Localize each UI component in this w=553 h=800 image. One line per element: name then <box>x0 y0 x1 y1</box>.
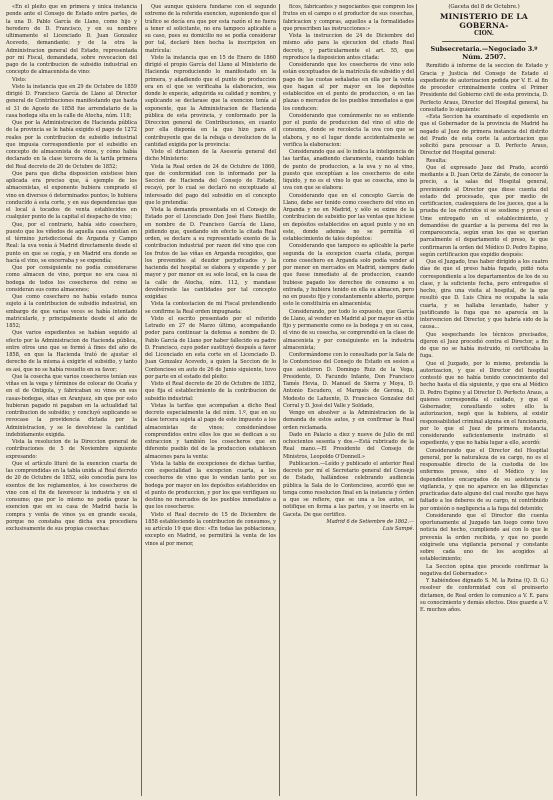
paragraph: Vista la resolucion de la Direccion general de contribuciones de 5 de Noviembre siguiente expresando: <box>6 439 137 460</box>
paragraph: Dado en Palacio a diez y nueve de Julio de mil ochocientos sesenta y dos.—Está rubricado de la Real mano.—El Presidente del Consejo de Ministros, Leopoldo O'Donnell.» <box>283 431 414 460</box>
order-number: Núm. 2507. <box>462 53 506 62</box>
paragraph: Que como cosechero no había estado nunca sujeto á la contribucion de subsidio industrial, sin embargo de que varias veces se había intentado matricularle, y principalmente desde el año de 1852; <box>6 294 137 329</box>
paragraph: Que, por el contrario, había sido cosechero, puesto que los viñedos de aquella casa existían en el término jurisdiccional de Arganda y Campo Real: la uva venía á Madrid directamente desde el punto en que se cogía, y en Madrid era donde se hacía el vino, se encerraba y se expendía; <box>6 221 137 264</box>
paragraph: Visto el escrito presentado por el referido Letrado en 27 de Marzo último, acompañando poder para continuar la defensa a nombre de D. Pablo García de Llano por haber fallecido su padre D. Francisco, cuyo poder sustituyó después a favor del Licenciado en esta corte en el Licenciado D. Juan Gonzalez Acevedo, a quien la Seccion de lo Contencioso en auto de 26 de Junio siguiente, tuvo por parte en el estado del pleito: <box>145 315 276 380</box>
text-column-3 <box>283 4 414 796</box>
paragraph: Vista la contestacion de mi Fiscal pretendiendo se confirme la Real orden impugnada: <box>145 301 276 315</box>
ministry-heading: MINISTERIO DE LA GOBERNA- <box>440 12 528 30</box>
paragraph: Vista la Real orden de 24 de Octubre de 1860, que de conformidad con lo informado por la Seccion de Hacienda del Consejo de Estado, recayó, por lo cual se declaró no exceptuado al interesado del pago del subsidio en el concepto que lo pretendía: <box>145 163 276 206</box>
paragraph: Remitido á informe de la seccion de Estado y Gracia y Justicia del Consejo de Estado el expediente de autorizacion pedida por V. E. al fin de proceder criminalmente contra el Primer Presidente del Gobierno civil de esta provincia, D. Perfecto Araus, Director del Hospital general, ha consultado lo siguiente: <box>420 63 548 113</box>
paragraph: Que aunque quisiera fundarse con el segundo extremo de la referida exencion, suponiendo que el tráfico se decía era que por esta razón el no fuera a tener el solicitante, no era tampoco aplicable a su caso, pues su domicilio no se podía considerar por tal, declaró bien hecha la inscripcion en matrícula: <box>145 4 276 54</box>
column-divider <box>141 4 142 796</box>
paragraph: Considerando que el Director del Hospital general, por la naturaleza de su cargo, no es el responsable directo de la custodia de los enfermos presos, sino el Médico y los dependientes encargados de su asistencia y vigilancia, y que no aparece en las diligencias practicadas dato alguno del cual resulte que haya faltado a los deberes de su cargo, ni contribuido por omisión o negligencia a la fuga del detenido; <box>420 447 548 512</box>
paragraph: Considerando que en el concepto García de Llano, debe ser tenido como cosechero del vino en Arganda y no en Madrid, y sólo se exime de la contribucion de subsidio por las ventas que hiciese en depósitos establecidos en aquel punto y no en este, donde además no se permitía el establecimiento de tales depósitos: <box>283 192 414 242</box>
paragraph: Visto el dictamen de la Asesoría general del dicho Ministerio: <box>145 149 276 163</box>
paragraph: Resulta: <box>426 157 447 164</box>
paragraph: Que el Juzgado, por lo mismo, pretendía la autorizacion, y que el Director del hospital contestó que no había tenido conocimiento del hecho hasta el día siguiente, y que era al Médico D. Pedro Espino y al Director D. Perfecto Araus, a quienes correspondía el cuidado, y que el Gobernador, consultando sobre ello la autorizacion, negó que la hubiera, al existir responsabilidad criminal alguna en el funcionario, por lo que el Juez de primera instancia, considerando suficientemente instruido el expediente, y que no había lugar a ello, acordó: <box>420 360 548 447</box>
paragraph: Visto: <box>12 76 27 83</box>
paragraph: Vista la demanda presentada en el Consejo de Estado por el Licenciado Don José Hans Bastillo, en nombre de D. Francisco García de Llano, pidiendo que, quedando sin efecto la citada Real orden, se declare a su representado exento de la contribucion industrial por razon del vino que con los frutos de las viñas en Arganda recogidos, que los prevenidos al deudor perjudicados y la hacienda del hospital se elabora y expende y por mayor y por menor en su solo local, en la casa de la calle de Atocha, núm. 112, y mandase devolvérsele las cantidades por tal concepto exigidas: <box>145 207 276 300</box>
heading-divider <box>442 41 526 42</box>
column-4-body <box>420 63 548 614</box>
paragraph: ficos, fabricantes y negociantes que compren los frutos en el campo o el productor de sus cosechas, fabricacion y compras, aquellos a la formalidades que prescriben las instrucciones:» <box>283 4 414 32</box>
paragraph: Considerando que así lo indica la inteligencia de las tarifas, anadiendo claramente, cuando hablan de punto de produccion, a la uva y no al vino, puesto que exceptúan a los cosecheros de este liquido, y no es el vino lo que se cosecha, sino la uva con que se elabora: <box>283 149 414 192</box>
paragraph: La Seccion opina que procede confirmar la negativa del Gobernador.» <box>420 563 548 577</box>
paragraph: «En el pleito que en primera y única instancia pende ante el Consejo de Estado entre partes, de la una D. Pablo García de Llano, como hijo y heredero de D. Francisco, y en su nombre ultimamente el Licenciado D. Juan Gonzalez Acevedo, demandante; y de la otra la Administracion general del Estado, representada por mi Fiscal, demandada, sobre revocacion del pago de la contribucion de subsidio industrial en concepto de almacenista de vino: <box>6 4 137 76</box>
paragraph: Que el expresado Juez del Prado, acordó mediante a D. Juan Ortiz de Zárate, de conocer la precio, a la salas del Hospital general, previniendo al Director que diese cuenta del estado del procesado, que por medio de certificacion, cualesquiera de los jueces, que a la prueba de los referidos si se sostiene y preso el Ume entregado en el establecimiento, y demandóse de guardar a la persona del reo la comparecencia, según eran los que se querian parcalmente el departamento el preso, le que confirmaron la orden del Médico D. Pedro Espino, según certificacion que expidio después: <box>420 164 548 258</box>
paragraph: Vistas la tarifas que acompañan a dicho Real decreto especialmente la del núm. 1.º, que en su clase tercera sujeta al pago de este impuesto a los almacenistas de vinos; considerándose comprendidos entre ellos los que se dedican a su extraccion y también los cosecheros que en diferente pueblo del de la produccion establecen almacenes para la venta: <box>145 402 276 460</box>
paragraph: Que sospechando los técnicos precisados, dijeron el Juez procedió contra el Director, a fin de que no se había instruido, ni certificaba la fuga. <box>420 331 548 360</box>
paragraph: Considerando, por todo lo expuesto, que García de Llano, al vender en Madrid al por mayor en sitio fijo y permanente como es la bodega y en su casa, el vino de su cosecha, se comprendió en la clase de almacenista y por consiguiente en la industria almacenista; <box>283 308 414 351</box>
paragraph: Publicacion.—Leído y publicado el anterior Real decreto por mí el Secretario general del Consejo de Estado, hallándose celebrando audiencia pública la Sala de lo Contencioso, acordó que se tenga como resolucion final en la instancia y órden a que se refiere, que se una a los autos, se notifique en forma a las partes, y se inserte en la Gaceta. De que certifico. <box>283 460 414 518</box>
paragraph: Vista la tabla de excepciones de dichas tarifas, con especialidad la excepcion cuarta, a los cosecheros de vino que lo vendan tanto por su bodega por mayor en los depósitos establecidos en el punto de produccion, y por los que verifiquen su destino no mercados de los pueblos inmediatos a que los cosecheros: <box>145 460 276 511</box>
gazette-date: (Gaceta del 8 de Octubre.) <box>448 4 520 10</box>
column-divider <box>416 4 417 796</box>
text-column-2 <box>145 4 276 796</box>
paragraph: Que el Juzgado, tras haber dirigido a los cuatro días de que el preso había fugado, pidió nota correspondiente a los departamentos de los de su clase, y la suficiente fecha, pero entregados el hecho, gira una visita al hospital, de la que resultó que D. Luis Chica no ocupaba la sala cuarta, y se hallaba levantado, haber y justificando la fuga que no aparecía en la intervencion del Director, y que habría sido de la causa... <box>420 259 548 331</box>
paragraph: Considerando que el Director dio cuenta oportunamente al Juzgado tan luego como tuvo noticia del hecho, cumpliendo así con lo que le prevenía la orden recibida, y que no puede exigírsele una vigilancia personal y constante sobre cada uno de los acogidos al establecimiento; <box>420 512 548 563</box>
paragraph: Considerando que los cosecheros de vino solo están exceptuados de la matrícula de subsidio y del pago de las cuotas señaladas en ella por la venta que hagan al por mayor en los depósitos establecidos en el punto de produccion, o en las plazas o mercados de los pueblos inmediatos a que los conducen: <box>283 62 414 112</box>
paragraph: Visto el Real decreto de 15 de Diciembre de 1858 estableciendo la contribucion de consumos, y su artículo 19 que dice: «En todas las poblaciones, excepto en Madrid, se permitirá la venta de los vinos al por menor, <box>145 511 276 547</box>
text-column-1 <box>6 4 137 796</box>
subsecretaria-heading: Subsecretaria.—Negociado 3.º <box>430 44 538 53</box>
paragraph: Que varios expedientes se habían seguido al efecto por la Administracion de Hacienda pública, entre otros uno que se formó á fines del año de 1858, en que la Hacienda trató de ajustar el derecho de la misma á exigirle el subsidio, y tanto es así, que no se había resuelto en su favor; <box>6 330 137 373</box>
date-line: Madrid 6 de Setiembre de 1862.— <box>326 518 414 525</box>
paragraph: Considerando que tampoco es aplicable la parte segunda de la excepcion cuarta citada, porque como cosechero en Arganda solo podía vender al por menor en mercados en Madrid, siempre dado que fuese inmediato al de produccion, cuando hubiese pagado los derechos de consumo a su entrada, y hubiera tenido en ella su almacen, pero no en puesto fijo y constantemente abierto, porque esto le constituiría en almacenista; <box>283 243 414 308</box>
paragraph: Que por consiguiente no podía considerarse como almacen de vino, porque no era casa ni bodega de todos los cosecheros del reino se consideran sus como almacenes; <box>6 265 137 293</box>
ministry-heading-tail: CION. <box>474 30 494 38</box>
paragraph: Considerando que comúnmente no se entiende por el punto de produccion del vino el sitio de consumo, donde se recolecta la uva con que se elabora, y no el lugar donde accidentalmente se verifica la elaboracion: <box>283 112 414 148</box>
paragraph: Que para que dicha disposicion existiese bien aplicada era preciso que, á ejemplo de los almacenistas, el exponente hubiera comprado el vino en diversos ó determinados puntos; lo hubiera conducido á esta corte, y en sus dependencias que el local á tocados de venta establecidos en cualquier punto de la capital el despacho de vino; <box>6 170 137 221</box>
paragraph: Visto el Real decreto de 20 de Octubre de 1852, que fija el establecimiento de la contribucion de subsidio industrial: <box>145 381 276 402</box>
paragraph: «Esta Seccion ha examinado el expediente en que el Gobernador de la provincia de Madrid ha negado al Juez de primera instancia del distrito del Prado de esta corte la autorizacion que solicitó para procesar a D. Perfecto Araus, Director del Hospital general: <box>420 114 548 157</box>
paragraph: Que el artículo lituré de la exencion cuarta de las comprendidas en la tabla unida al Real decreto de 20 de Octubre de 1852, sólo concedía para los exentos de los reglamentos, á los cosecheros de vino con el fin de favorecer la industria y en el consumo; que por lo mismo no podía gozar la exencion que en su casa de Madrid hacía la compra y venta de vinos ya en grande escala, porque no constaba que dicha uva procediera exclusivamente de sus propias cosechas: <box>6 460 137 532</box>
paragraph: Y habiéndose dignado S. M. la Reina (Q. D. G.) resolver de conformidad con el preinserto dictamen, de Real orden lo comunico a V. E. para su conocimiento y demás efectos. Dios guarde a V. E. muchos años. <box>420 578 548 613</box>
paragraph: Conformándome con lo consultado por la Sala de lo Contencioso del Consejo de Estado en sesion a que asistieron D. Domingo Ruiz de la Vega, Presidente, D. Facundo Infante, Don Francisco Tamés Hevia, D. Manuel de Sierra y Moya, D. Antonio Escudero, el Marqués de Gerona, D. Modesto de Lafuente, D. Francisco Gonzalez del Corral y D. José del Valle y Soldado, <box>283 352 414 409</box>
signature: Luis Sampé. <box>382 526 414 532</box>
paragraph: Visto la instancia que en 29 de Octubre de 1859 dirigió D. Francisco García de Llano al Director general de Contribuciones manifestando que hasta el 31 de Agosto de 1858 fue arrendatario de la casa bodega sita en la calle de Atocha, núm. 118; <box>6 83 137 119</box>
paragraph: Que por la Administracion de Hacienda pública de la provincia se le había exigido el pago de 1272 reales por la contribucion de subsidio industrial que impusia correspondiente por el subsidio en concepto de almacenista de vinos, y cómo había declarado en la clase tercera de la tarifa primera del Real decreto de 20 de Octubre de 1852; <box>6 120 137 170</box>
paragraph: Vengo en absolver a la Administracion de la demanda de estos autos, y en confirmar la Real orden reclamada. <box>283 410 414 431</box>
column-3-body <box>283 4 414 519</box>
paragraph: Vista la instruccion de 24 de Diciembre del mismo año para la ejecucion del citado Real decreto, y particularmente el art. 55, que reproduce la disposicion antes citada: <box>283 33 414 61</box>
paragraph: Visto la instancia que en 15 de Enero de 1860 dirigió el propio García del Llano al Ministerio de Hacienda reproduciendo lo manifestado en la primera, y añadiendo que el punto de produccion era en el que se verificaba la elaboracion, sea donde le expecie, adquirida su calidad y nombre, y suplicando se declarase que la exencion tenía al exponente, que la Administracion de Hacienda pública de esta provincia, y conformado por la Direccion general de Contribuciones, en cuanto por ella disponía en la que hizo para el contribuyente que de la rebaja o devolucion de la cantidad exigida por la provincia: <box>145 54 276 148</box>
text-column-4 <box>420 4 548 796</box>
column-divider <box>279 4 280 796</box>
paragraph: Que la cosecha que varios cosecheros tenían sus viñas en la vega y términos de colocar de Ocaña y en el de Ontígola, y fabricaban su vinos en sus casas-bodegas, sitas en Aranjuez, sin que por esto hubieran pagado ni pagaban en la actualidad tal contribucion de subsidio; y concluyó suplicando se revocase la providencia dictada por la Administracion, y se le devolviese la cantidad indebidamente exigida. <box>6 373 137 438</box>
